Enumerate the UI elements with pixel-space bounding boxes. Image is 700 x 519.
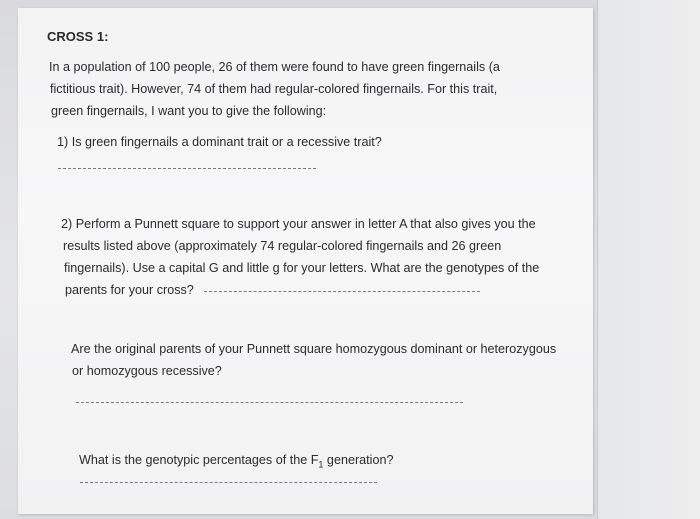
question-4-text: What is the genotypic percentages of the F [79,453,319,467]
answer-line-3[interactable] [76,402,463,403]
question-2-line-1: 2) Perform a Punnett square to support your answer in letter A that also gives you the [61,217,536,231]
question-2-line-2: results listed above (approximately 74 regular-colored fingernails and 26 green [63,239,502,253]
question-4-suffix: generation? [323,453,394,467]
question-3-line-2: or homozygous recessive? [72,364,222,378]
question-2-line-4: parents for your cross? [65,283,194,297]
answer-line-4[interactable] [80,482,377,483]
adjacent-paper-edge [597,0,700,519]
question-1: 1) Is green fingernails a dominant trait or a recessive trait? [57,135,382,149]
answer-line-2[interactable] [204,291,480,292]
question-2-line-3: fingernails). Use a capital G and little g for your letters. What are the genotypes of the [64,261,540,275]
answer-line-1[interactable] [58,168,316,169]
intro-line-2: fictitious trait). However, 74 of them had regular-colored fingernails. For this trait, [50,82,498,96]
question-3-line-1: Are the original parents of your Punnett square homozygous dominant or heterozygous [71,342,557,356]
question-4-subscript: 1 [318,459,324,470]
cross-heading: CROSS 1: [47,29,109,44]
intro-line-3: green fingernails, I want you to give the following: [51,104,327,118]
intro-line-1: In a population of 100 people, 26 of them were found to have green fingernails (a [49,60,500,74]
question-4 [79,449,393,476]
